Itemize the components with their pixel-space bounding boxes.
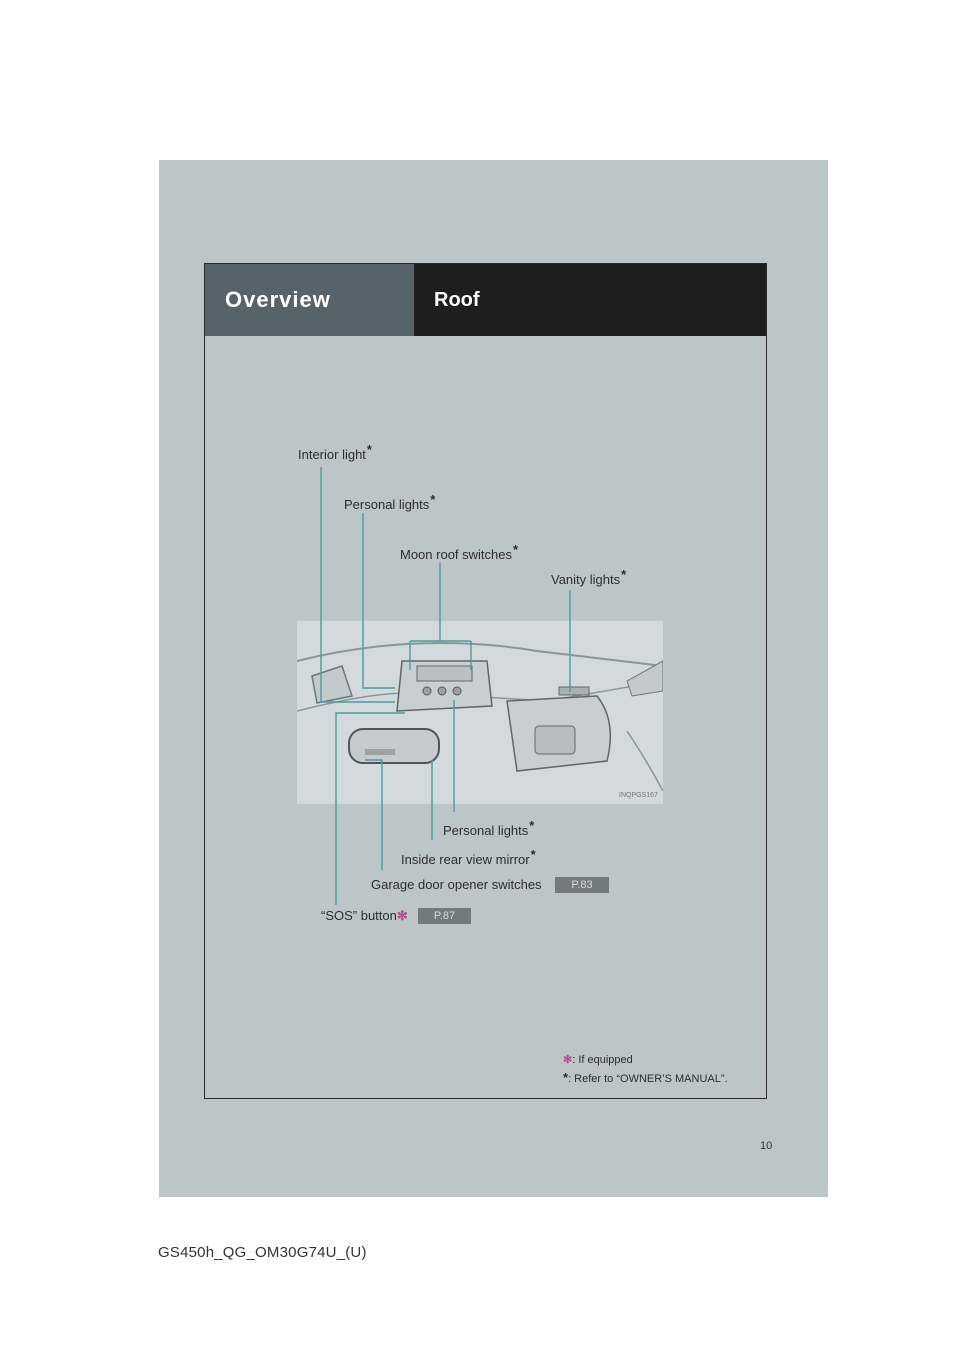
- footnote-text: : If equipped: [572, 1054, 633, 1066]
- label-text: Moon roof switches: [400, 547, 512, 562]
- footnote-owners-manual: [563, 1070, 728, 1085]
- page-ref-garage-door[interactable]: P.83: [555, 877, 609, 893]
- footnote-if-equipped: [563, 1053, 633, 1066]
- page-ref-sos[interactable]: P.87: [418, 908, 471, 924]
- label-garage-door-opener-switches: [371, 877, 542, 892]
- footnote-text: : Refer to “OWNER’S MANUAL”.: [568, 1073, 728, 1085]
- owners-manual-mark: *: [513, 542, 519, 557]
- section-tab-overview: Overview: [205, 264, 414, 336]
- label-text: Personal lights: [443, 823, 529, 838]
- label-personal-lights-bottom: [443, 818, 534, 838]
- label-text: Garage door opener switches: [371, 877, 542, 892]
- label-moon-roof-switches: [400, 542, 518, 562]
- page-number: 10: [760, 1140, 773, 1152]
- owners-manual-mark: *: [563, 1070, 569, 1085]
- owners-manual-mark: *: [529, 818, 535, 833]
- label-text: “SOS” button: [321, 908, 397, 923]
- svg-text:INQPGS167: INQPGS167: [619, 792, 658, 799]
- owners-manual-mark: *: [530, 847, 536, 862]
- label-text: Inside rear view mirror: [401, 852, 530, 867]
- owners-manual-mark: *: [621, 567, 627, 582]
- owners-manual-mark: *: [366, 442, 372, 457]
- label-text: Personal lights: [344, 497, 430, 512]
- if-equipped-mark: ✻: [396, 908, 408, 923]
- label-interior-light: [298, 442, 372, 462]
- label-vanity-lights: [551, 567, 626, 587]
- document-id: GS450h_QG_OM30G74U_(U): [158, 1244, 367, 1261]
- label-sos-button: [321, 908, 408, 924]
- label-inside-rear-view-mirror: [401, 847, 536, 867]
- if-equipped-mark: ✻: [563, 1054, 573, 1066]
- label-text: Vanity lights: [551, 572, 621, 587]
- label-text: Interior light: [298, 447, 366, 462]
- page-title: Roof: [434, 289, 480, 311]
- label-personal-lights-top: [344, 492, 435, 512]
- owners-manual-mark: *: [430, 492, 436, 507]
